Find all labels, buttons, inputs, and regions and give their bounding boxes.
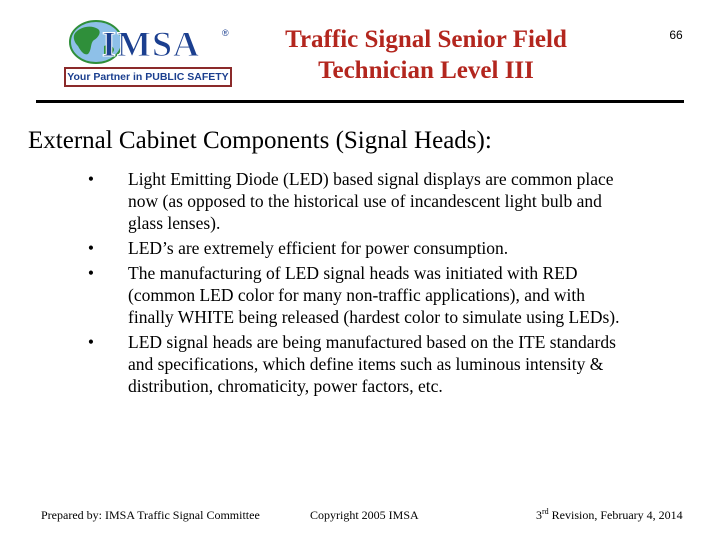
footer-revision-suffix: rd <box>542 507 549 516</box>
bullet-item <box>84 331 624 397</box>
bullet-marker: • <box>87 263 95 283</box>
bullet-text: The manufacturing of LED signal heads was initiated with RED (common LED color for many non-traffic applications), and with finally WHITE being released (hardest color to simulate using LEDs). <box>128 263 620 327</box>
bullet-list <box>84 168 624 397</box>
footer-revision-number: 3 <box>536 508 542 522</box>
bullet-text: LED’s are extremely efficient for power consumption. <box>128 238 509 258</box>
bullet-item <box>84 262 624 328</box>
logo-tagline: Your Partner in PUBLIC SAFETY <box>64 67 232 87</box>
footer-revision <box>536 508 683 522</box>
footer-prepared-by: Prepared by: IMSA Traffic Signal Committee <box>41 508 260 522</box>
bullet-marker: • <box>87 238 95 258</box>
bullet-marker: • <box>87 332 95 352</box>
section-heading: External Cabinet Components (Signal Heads): <box>28 127 492 154</box>
logo-text: IMSA <box>102 24 201 64</box>
slide-title <box>240 24 612 86</box>
page-number: 66 <box>669 28 683 42</box>
imsa-logo-graphic <box>62 20 234 66</box>
footer-revision-text: Revision, February 4, 2014 <box>548 508 683 522</box>
bullet-text: Light Emitting Diode (LED) based signal displays are common place now (as opposed to the historical use of incandescent light bulb and glass lenses). <box>128 169 614 233</box>
footer-copyright: Copyright 2005 IMSA <box>310 508 419 522</box>
header-divider <box>36 100 684 103</box>
bullet-item <box>84 168 624 234</box>
bullet-text: LED signal heads are being manufactured based on the ITE standards and specifications, which define items such as luminous intensity & distribution, chromaticity, power factors, etc. <box>128 332 616 396</box>
bullet-item <box>84 237 624 259</box>
slide-title-line-2: Technician Level III <box>318 57 534 84</box>
slide-title-line-1: Traffic Signal Senior Field <box>285 26 567 53</box>
imsa-logo <box>62 20 234 92</box>
bullet-marker: • <box>87 169 95 189</box>
logo-registered-mark: ® <box>222 28 229 38</box>
